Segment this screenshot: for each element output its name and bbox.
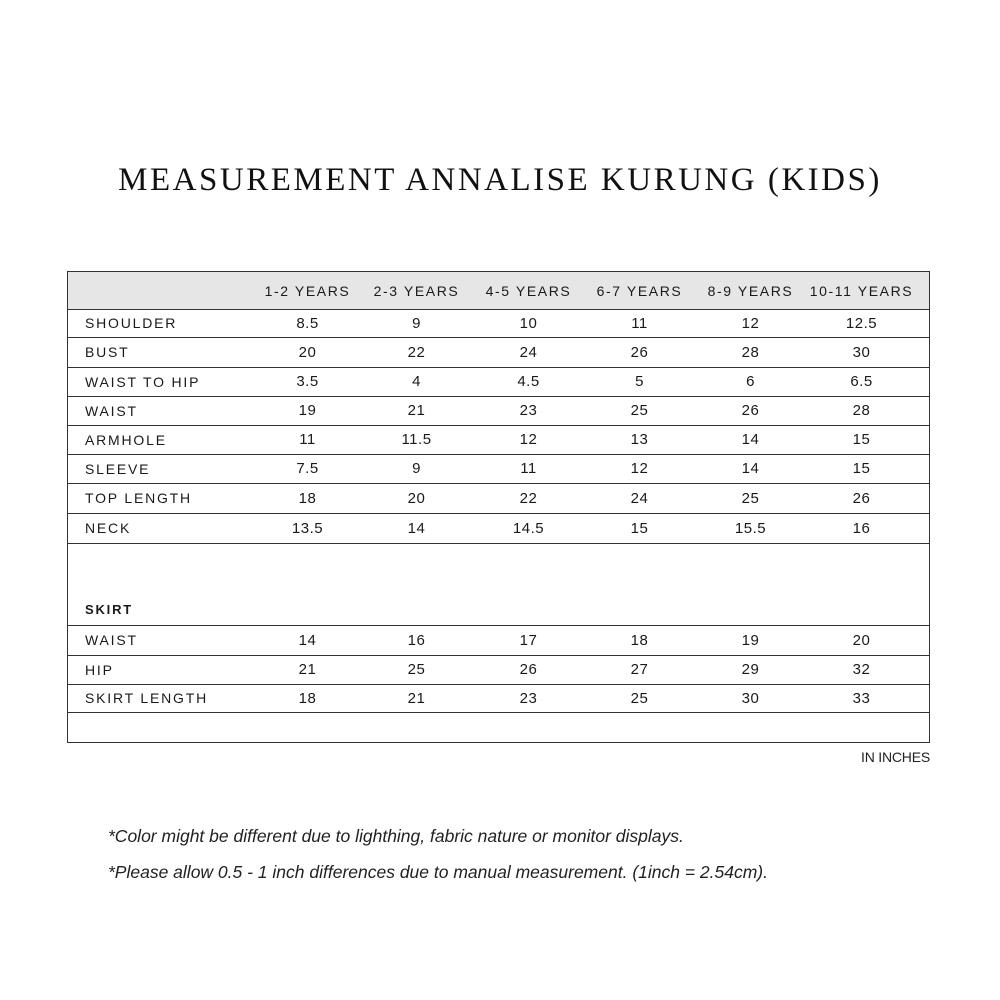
column-header: 2-3 YEARS <box>373 282 460 299</box>
value-cell: 4.5 <box>517 373 540 390</box>
table-row <box>68 367 929 397</box>
blank-row <box>68 712 929 742</box>
value-cell: 26 <box>519 661 538 678</box>
value-cell: 10 <box>519 314 538 332</box>
value-cell: 22 <box>407 343 426 361</box>
value-cell: 11 <box>520 460 537 477</box>
value-cell: 5 <box>635 373 644 390</box>
row-label: BUST <box>85 344 130 360</box>
row-label: ARMHOLE <box>85 431 167 448</box>
value-cell: 4 <box>412 373 421 390</box>
value-cell: 21 <box>407 689 426 707</box>
row-label: WAIST TO HIP <box>85 373 201 390</box>
table-row <box>68 396 929 426</box>
table-row <box>68 684 929 713</box>
value-cell: 33 <box>852 689 871 707</box>
row-label: WAIST <box>85 402 138 419</box>
value-cell: 26 <box>852 489 871 507</box>
value-cell: 15 <box>630 519 649 537</box>
value-cell: 12 <box>630 460 649 477</box>
measurement-table <box>67 271 930 743</box>
value-cell: 21 <box>298 661 317 678</box>
column-header: 6-7 YEARS <box>596 282 683 299</box>
column-header: 1-2 YEARS <box>264 282 351 299</box>
value-cell: 24 <box>630 489 649 507</box>
row-label: SKIRT LENGTH <box>85 690 208 706</box>
value-cell: 15.5 <box>734 519 767 537</box>
table-row <box>68 513 929 544</box>
value-cell: 3.5 <box>296 373 319 390</box>
column-header: 4-5 YEARS <box>485 282 572 299</box>
value-cell: 20 <box>298 343 317 361</box>
value-cell: 11.5 <box>401 431 432 448</box>
skirt-section-label: SKIRT <box>85 602 133 617</box>
value-cell: 26 <box>741 402 760 419</box>
row-label: WAIST <box>85 632 138 648</box>
value-cell: 25 <box>630 402 649 419</box>
value-cell: 20 <box>407 489 426 507</box>
value-cell: 11 <box>631 314 648 332</box>
value-cell: 30 <box>852 343 871 361</box>
value-cell: 22 <box>519 489 538 507</box>
value-cell: 28 <box>741 343 760 361</box>
value-cell: 32 <box>852 661 871 678</box>
value-cell: 16 <box>852 519 871 537</box>
value-cell: 6.5 <box>850 373 873 390</box>
note-color: *Color might be different due to lighthing, fabric nature or monitor displays. <box>108 826 684 846</box>
value-cell: 14 <box>407 519 426 537</box>
value-cell: 24 <box>519 343 538 361</box>
value-cell: 23 <box>519 402 538 419</box>
units-label: IN INCHES <box>861 749 930 765</box>
value-cell: 13.5 <box>291 519 324 537</box>
value-cell: 12.5 <box>845 314 878 332</box>
value-cell: 25 <box>630 689 649 707</box>
value-cell: 14 <box>298 631 317 649</box>
note-measurement: *Please allow 0.5 - 1 inch differences due to manual measurement. (1inch = 2.54cm). <box>108 862 769 882</box>
value-cell: 19 <box>741 631 760 649</box>
table-header-row <box>68 272 929 310</box>
value-cell: 20 <box>852 631 871 649</box>
value-cell: 18 <box>298 489 317 507</box>
value-cell: 11 <box>299 431 316 448</box>
value-cell: 17 <box>519 631 538 649</box>
table-row <box>68 483 929 514</box>
table-row <box>68 655 929 685</box>
value-cell: 23 <box>519 689 538 707</box>
value-cell: 25 <box>407 661 426 678</box>
table-row <box>68 309 929 338</box>
value-cell: 29 <box>741 661 760 678</box>
value-cell: 6 <box>746 373 755 390</box>
value-cell: 13 <box>630 431 649 448</box>
value-cell: 14 <box>741 460 760 477</box>
value-cell: 19 <box>298 402 317 419</box>
table-row <box>68 337 929 368</box>
row-label: SHOULDER <box>85 315 178 331</box>
value-cell: 30 <box>741 689 760 707</box>
value-cell: 8.5 <box>296 314 319 332</box>
value-cell: 25 <box>741 489 760 507</box>
value-cell: 26 <box>630 343 649 361</box>
page-title: MEASUREMENT ANNALISE KURUNG (KIDS) <box>118 162 882 199</box>
value-cell: 16 <box>407 631 426 649</box>
value-cell: 18 <box>630 631 649 649</box>
value-cell: 28 <box>852 402 871 419</box>
row-label: SLEEVE <box>85 460 151 477</box>
value-cell: 14.5 <box>512 519 545 537</box>
value-cell: 14 <box>741 431 760 448</box>
table-row <box>68 625 929 656</box>
row-label: TOP LENGTH <box>85 490 192 506</box>
value-cell: 9 <box>412 460 421 477</box>
value-cell: 15 <box>852 460 871 477</box>
value-cell: 15 <box>852 431 871 448</box>
skirt-section-row <box>68 543 929 626</box>
value-cell: 7.5 <box>296 460 319 477</box>
value-cell: 9 <box>412 314 421 332</box>
value-cell: 18 <box>298 689 317 707</box>
row-label: HIP <box>85 661 114 678</box>
value-cell: 12 <box>741 314 760 332</box>
column-header: 8-9 YEARS <box>707 282 794 299</box>
value-cell: 21 <box>407 402 426 419</box>
table-row <box>68 425 929 455</box>
table-row <box>68 454 929 484</box>
column-header: 10-11 YEARS <box>809 282 914 299</box>
value-cell: 12 <box>519 431 538 448</box>
row-label: NECK <box>85 520 132 536</box>
value-cell: 27 <box>630 661 649 678</box>
